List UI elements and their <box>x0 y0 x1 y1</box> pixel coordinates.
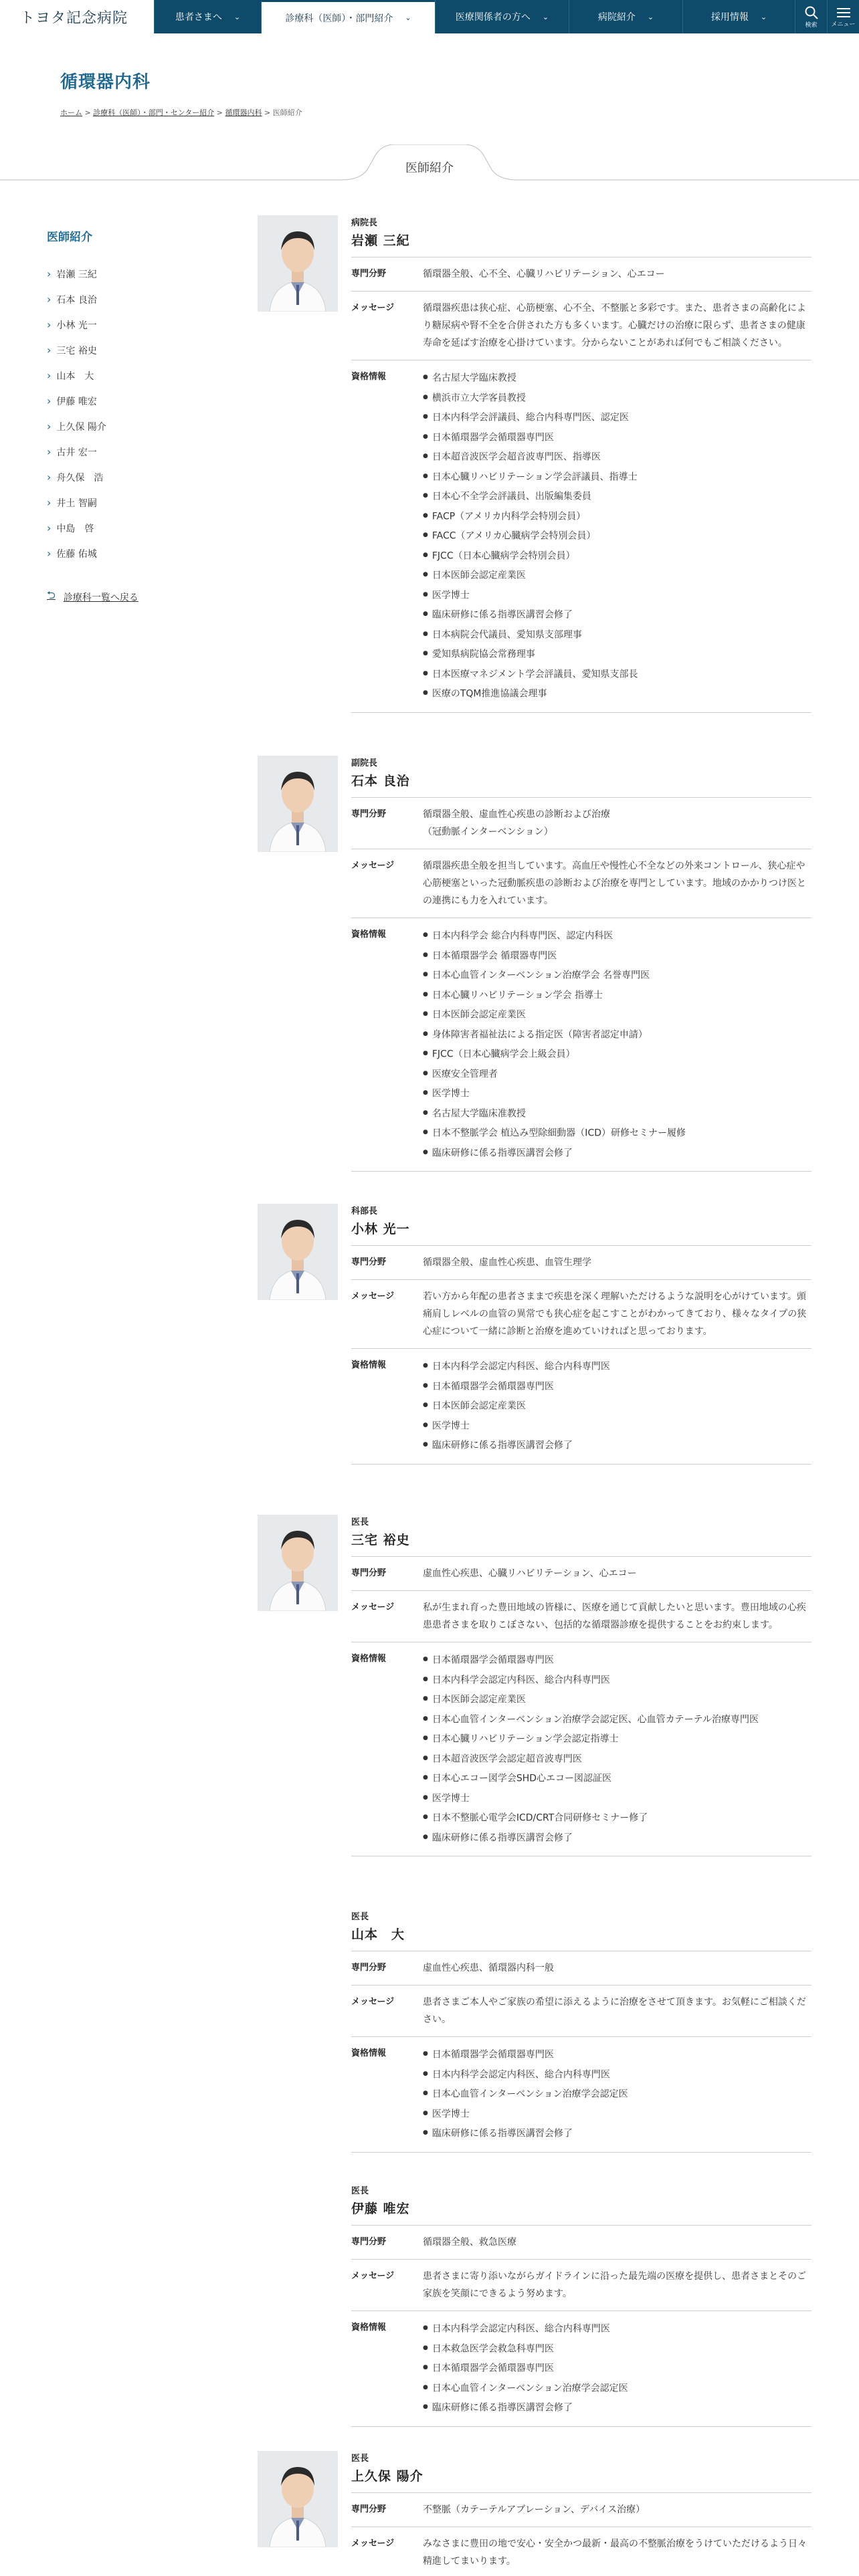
qualifications-row <box>351 1349 812 1465</box>
specialty-row <box>351 257 812 292</box>
breadcrumb-cardiology[interactable]: 循環器内科 <box>225 108 262 117</box>
menu-label: メニュー <box>831 21 856 28</box>
qualifications-label: 資格情報 <box>351 2323 387 2333</box>
qualification-item: ● 医療のTQM推進協議会理事 <box>423 684 812 704</box>
qualifications-label: 資格情報 <box>351 372 387 382</box>
sidebar-item-nakashima[interactable]: › 中島 啓 <box>47 516 194 541</box>
sidebar-item-sato[interactable]: › 佐藤 佑城 <box>47 541 194 566</box>
qualifications-row <box>351 918 812 1172</box>
specialty-label: 専門分野 <box>351 269 387 279</box>
message-row <box>351 849 812 918</box>
qualification-item: ● FACC（アメリカ心臓病学会特別会員） <box>423 526 812 546</box>
specialty-value: 虚血性心疾患、心臓リハビリテーション、心エコー <box>423 1568 637 1579</box>
section-title: 医師紹介 <box>405 161 454 175</box>
qualification-item: ● 名古屋大学臨床教授 <box>423 368 812 389</box>
message-row <box>351 2527 812 2576</box>
specialty-label: 専門分野 <box>351 809 387 819</box>
nav-patients[interactable] <box>154 0 261 33</box>
qualification-item: ● 医学博士 <box>423 1789 812 1809</box>
qualification-item: ● 臨床研修に係る指導医講習会修了 <box>423 2124 812 2144</box>
message-label: メッセージ <box>351 2271 395 2281</box>
qualification-item: ● 日本内科学会認定内科医、総合内科専門医 <box>423 1671 812 1691</box>
qualification-item: ● 愛知県病院協会常務理事 <box>423 645 812 665</box>
message-value: 循環器疾患は狭心症、心筋梗塞、心不全、不整脈と多彩です。また、患者さまの高齢化により糖尿病や腎不全を合併された方も多くいます。心臓だけの治療に限らず、患者さまの健康寿命を延ばす治療を心掛けています。分からないことがあれば何でもご相談ください。 <box>423 303 806 348</box>
qualification-item: ● 臨床研修に係る指導医講習会修了 <box>423 1144 812 1164</box>
qualification-item: ● 医療安全管理者 <box>423 1065 812 1085</box>
qualification-item: ● 日本不整脈学会 植込み型除細動器（ICD）研修セミナー履修 <box>423 1123 812 1144</box>
doctor-name: 岩瀬 三紀 <box>351 233 410 248</box>
doctor-rank: 科部長 <box>351 1206 378 1216</box>
qualification-item: ● 日本医師会認定産業医 <box>423 1005 812 1025</box>
qualification-item: ● 日本内科学会認定内科医、総合内科専門医 <box>423 1357 812 1377</box>
qualifications-row <box>351 1642 812 1856</box>
specialty-label: 専門分野 <box>351 1568 387 1578</box>
qualification-item: ● 日本心血管インターベンション治療学会認定医、心血管カテーテル治療専門医 <box>423 1710 812 1730</box>
doctor-info <box>351 215 812 713</box>
breadcrumb-departments[interactable]: 診療科（医師）・部門・センター紹介 <box>93 108 215 117</box>
message-value: みなさまに豊田の地で安心・安全かつ最新・最高の不整脈治療をうけていただけるよう日々精進してまいります。 <box>423 2539 807 2567</box>
nav-label: 診療科（医師）・部門紹介 <box>285 13 393 24</box>
return-arrow-icon: ⮌ <box>47 588 56 601</box>
qualifications-list <box>423 926 812 1163</box>
qualification-item: ● 日本病院会代議員、愛知県支部理事 <box>423 625 812 645</box>
message-label: メッセージ <box>351 2539 395 2549</box>
back-link-label: 診療科一覧へ戻る <box>63 592 138 603</box>
specialty-label: 専門分野 <box>351 1257 387 1267</box>
hamburger-icon <box>836 6 851 19</box>
specialty-row <box>351 797 812 849</box>
qualifications-label: 資格情報 <box>351 1654 387 1664</box>
sidebar-item-miyake[interactable]: › 三宅 裕史 <box>47 338 194 363</box>
specialty-label: 専門分野 <box>351 1963 387 1973</box>
qualification-item: ● FJCC（日本心臓病学会上級会員） <box>423 1045 812 1065</box>
chevron-down-icon: ⌄ <box>233 12 241 21</box>
doctor-name: 三宅 裕史 <box>351 1533 410 1547</box>
doctor-info <box>351 2183 812 2427</box>
doctor-name: 上久保 陽介 <box>351 2469 423 2484</box>
specialty-value: 虚血性心疾患、循環器内科一般 <box>423 1963 554 1973</box>
qualifications-row <box>351 2037 812 2153</box>
qualification-item: ● 日本心血管インターベンション治療学会 名誉専門医 <box>423 966 812 986</box>
qualification-item: ● 日本心臓リハビリテーション学会評議員、指導士 <box>423 467 812 488</box>
qualification-item: ● 日本医師会認定産業医 <box>423 1690 812 1710</box>
qualification-item: ● 日本循環器学会循環器専門医 <box>423 2045 812 2065</box>
doctor-photo <box>258 2451 338 2547</box>
qualification-item: ● 日本内科学会認定内科医、総合内科専門医 <box>423 2065 812 2085</box>
specialty-value: 循環器全般、救急医療 <box>423 2237 516 2248</box>
message-label: メッセージ <box>351 861 395 871</box>
chevron-down-icon: ⌄ <box>647 12 654 21</box>
sidebar-item-iwase[interactable]: › 岩瀬 三紀 <box>47 261 194 287</box>
qualification-item: ● 日本医師会認定産業医 <box>423 1396 812 1416</box>
breadcrumb-home[interactable]: ホーム <box>60 108 82 117</box>
qualification-item: ● 日本循環器学会循環器専門医 <box>423 1377 812 1397</box>
qualification-item: ● 日本医師会認定産業医 <box>423 566 812 586</box>
message-value: 若い方から年配の患者さままで疾患を深く理解いただけるような説明を心がけています。頭痛肩しレベルの血管の異常でも狭心症を起こすことがわかってきており、様々なタイプの狭心症について一緒に診断と治療を進めていければと思っております。 <box>423 1291 807 1337</box>
message-value: 患者さまご本人やご家族の希望に添えるように治療をさせて頂きます。お気軽にご相談ください。 <box>423 1997 806 2025</box>
nav-departments[interactable] <box>261 0 435 33</box>
nav-medical-professionals[interactable] <box>435 0 569 33</box>
qualifications-list <box>423 368 812 704</box>
qualifications-list <box>423 1357 812 1456</box>
hospital-logo[interactable]: トヨタ記念病院 <box>0 0 154 33</box>
chevron-down-icon: ⌄ <box>405 13 411 22</box>
qualification-item: ● 日本心不全学会評議員、出版編集委員 <box>423 487 812 507</box>
message-label: メッセージ <box>351 1291 395 1301</box>
sidebar-item-furui[interactable]: › 古井 宏一 <box>47 439 194 465</box>
qualification-item: ● 日本循環器学会循環器専門医 <box>423 1650 812 1671</box>
specialty-value: 不整脈（カテーテルアブレーション、デバイス治療） <box>423 2504 646 2515</box>
qualification-item: ● 横浜市立大学客員教授 <box>423 389 812 409</box>
message-row <box>351 292 812 360</box>
doctor-photo <box>258 1204 338 1300</box>
specialty-row <box>351 1245 812 1280</box>
doctor-rank: 副院長 <box>351 758 378 768</box>
qualification-item: ● 臨床研修に係る指導医講習会修了 <box>423 605 812 625</box>
nav-about[interactable] <box>569 0 682 33</box>
specialty-row <box>351 2225 812 2260</box>
site-header <box>0 0 859 33</box>
nav-label: 医療関係者の方へ <box>455 12 531 23</box>
doctor-rank: 医長 <box>351 2186 369 2196</box>
specialty-value: 循環器全般、心不全、心臓リハビリテーション、心エコー <box>423 269 665 280</box>
qualification-item: ● 名古屋大学臨床准教授 <box>423 1104 812 1124</box>
qualification-item: ● 医学博士 <box>423 1416 812 1436</box>
qualification-item: ● 臨床研修に係る指導医講習会修了 <box>423 1828 812 1848</box>
sidebar <box>47 227 194 606</box>
message-value: 私が生まれ育った豊田地域の皆様に、医療を通じて貢献したいと思います。豊田地域の心疾患患者さまを取りこぼさない、包括的な循環器診療を提供することをお約束します。 <box>423 1602 806 1630</box>
search-icon <box>804 5 819 20</box>
sidebar-item-kobayashi[interactable]: › 小林 光一 <box>47 312 194 338</box>
breadcrumb: ホーム > 診療科（医師）・部門・センター紹介 > 循環器内科 > 医師紹介 <box>60 108 302 117</box>
doctor-info <box>351 1204 812 1465</box>
message-row <box>351 2260 812 2311</box>
message-value: 患者さまに寄り添いながらガイドラインに沿った最先端の医療を提供し、患者さまとそのご家族を笑顔にできるよう努めます。 <box>423 2271 807 2299</box>
chevron-down-icon: ⌄ <box>760 12 767 21</box>
doctor-name: 石本 良治 <box>351 774 410 788</box>
qualification-item: ● 日本医療マネジメント学会評議員、愛知県支部長 <box>423 665 812 685</box>
nav-label: 採用情報 <box>710 12 749 23</box>
doctor-photo <box>258 756 338 852</box>
chevron-down-icon: ⌄ <box>542 12 549 21</box>
breadcrumb-current: 医師紹介 <box>272 108 302 117</box>
qualifications-list <box>423 2319 812 2418</box>
doctor-name: 伊藤 唯宏 <box>351 2202 410 2216</box>
qualifications-list <box>423 2045 812 2144</box>
qualification-item: ● 日本循環器学会循環器専門医 <box>423 2359 812 2379</box>
qualification-item: ● 日本内科学会認定内科医、総合内科専門医 <box>423 2319 812 2339</box>
specialty-label: 専門分野 <box>351 2504 387 2514</box>
sidebar-item-funakubo[interactable]: › 舟久保 浩 <box>47 465 194 490</box>
specialty-value: 循環器全般、虚血性心疾患の診断および治療 （冠動脈インターベンション） <box>423 809 610 837</box>
qualification-item: ● 医学博士 <box>423 2105 812 2125</box>
qualification-item: ● 日本循環器学会 循環器専門医 <box>423 946 812 966</box>
doctor-info <box>351 1515 812 1856</box>
menu-button[interactable] <box>827 0 859 33</box>
specialty-value: 循環器全般、虚血性心疾患、血管生理学 <box>423 1257 591 1268</box>
message-label: メッセージ <box>351 303 395 313</box>
doctor-info <box>351 2451 812 2576</box>
doctor-photo <box>258 215 338 312</box>
sidebar-item-ido[interactable]: › 井土 智嗣 <box>47 490 194 516</box>
sidebar-item-ishimoto[interactable]: › 石本 良治 <box>47 287 194 312</box>
qualification-item: ● 日本超音波医学会超音波専門医、指導医 <box>423 447 812 467</box>
qualification-item: ● 日本内科学会 総合内科専門医、認定内科医 <box>423 926 812 946</box>
message-row <box>351 1591 812 1642</box>
qualification-item: ● 日本循環器学会循環器専門医 <box>423 428 812 448</box>
message-row <box>351 1985 812 2037</box>
sidebar-item-ito[interactable]: › 伊藤 唯宏 <box>47 389 194 414</box>
qualifications-label: 資格情報 <box>351 930 387 940</box>
search-button[interactable] <box>795 0 827 33</box>
specialty-row <box>351 1556 812 1591</box>
qualification-item: ● 医学博士 <box>423 1084 812 1104</box>
qualifications-label: 資格情報 <box>351 1360 387 1370</box>
qualification-item: ● FACP（アメリカ内科学会特別会員） <box>423 507 812 527</box>
qualification-item: ● 日本心血管インターベンション治療学会認定医 <box>423 2084 812 2105</box>
doctor-rank: 病院長 <box>351 218 378 228</box>
qualification-item: ● 日本救急医学会救急科専門医 <box>423 2339 812 2359</box>
nav-recruit[interactable] <box>682 0 795 33</box>
search-label: 検索 <box>805 21 818 29</box>
specialty-row <box>351 2492 812 2527</box>
qualification-item: ● 医学博士 <box>423 586 812 606</box>
sidebar-item-kamikubo[interactable]: › 上久保 陽介 <box>47 414 194 439</box>
qualification-item: ● 日本心臓リハビリテーション学会 指導士 <box>423 986 812 1006</box>
qualification-item: ● 臨床研修に係る指導医講習会修了 <box>423 2398 812 2418</box>
nav-label: 病院紹介 <box>597 12 636 23</box>
doctor-name: 山本 大 <box>351 1927 405 1942</box>
qualification-item: ● 日本心血管インターベンション治療学会認定医 <box>423 2379 812 2399</box>
doctor-photo <box>258 1515 338 1611</box>
message-label: メッセージ <box>351 1997 395 2007</box>
qualification-item: ● 日本不整脈心電学会ICD/CRT合同研修セミナー修了 <box>423 1808 812 1828</box>
doctor-info <box>351 756 812 1172</box>
qualifications-row <box>351 2311 812 2427</box>
doctor-rank: 医長 <box>351 2454 369 2464</box>
nav-label: 患者さまへ <box>175 12 222 23</box>
page-title: 循環器内科 <box>60 72 151 92</box>
specialty-row <box>351 1951 812 1985</box>
back-to-departments-link[interactable] <box>47 588 194 606</box>
qualification-item: ● 身体障害者福祉法による指定医（障害者認定申請） <box>423 1025 812 1045</box>
qualification-item: ● 日本心エコー図学会SHD心エコー図認証医 <box>423 1769 812 1789</box>
sidebar-heading: 医師紹介 <box>47 231 92 244</box>
sidebar-item-yamamoto[interactable]: › 山本 大 <box>47 363 194 389</box>
qualifications-row <box>351 360 812 713</box>
doctor-name: 小林 光一 <box>351 1222 410 1237</box>
qualifications-label: 資格情報 <box>351 2048 387 2058</box>
doctor-rank: 医長 <box>351 1912 369 1922</box>
message-row <box>351 1280 812 1349</box>
message-value: 循環器疾患全般を担当しています。高血圧や慢性心不全などの外来コントロール、狭心症や心筋梗塞といった冠動脈疾患の診断および治療を専門としています。地域のかかりつけ医との連携にも力を入れています。 <box>423 861 806 906</box>
specialty-label: 専門分野 <box>351 2237 387 2247</box>
doctor-info <box>351 1909 812 2153</box>
message-label: メッセージ <box>351 1602 395 1612</box>
qualification-item: ● 臨床研修に係る指導医講習会修了 <box>423 1436 812 1456</box>
qualifications-list <box>423 1650 812 1848</box>
qualification-item: ● 日本心臓リハビリテーション学会認定指導士 <box>423 1729 812 1749</box>
doctor-rank: 医長 <box>351 1517 369 1527</box>
qualification-item: ● 日本超音波医学会認定超音波専門医 <box>423 1749 812 1769</box>
qualification-item: ● FJCC（日本心臓病学会特別会員） <box>423 546 812 566</box>
qualification-item: ● 日本内科学会評議員、総合内科専門医、認定医 <box>423 408 812 428</box>
